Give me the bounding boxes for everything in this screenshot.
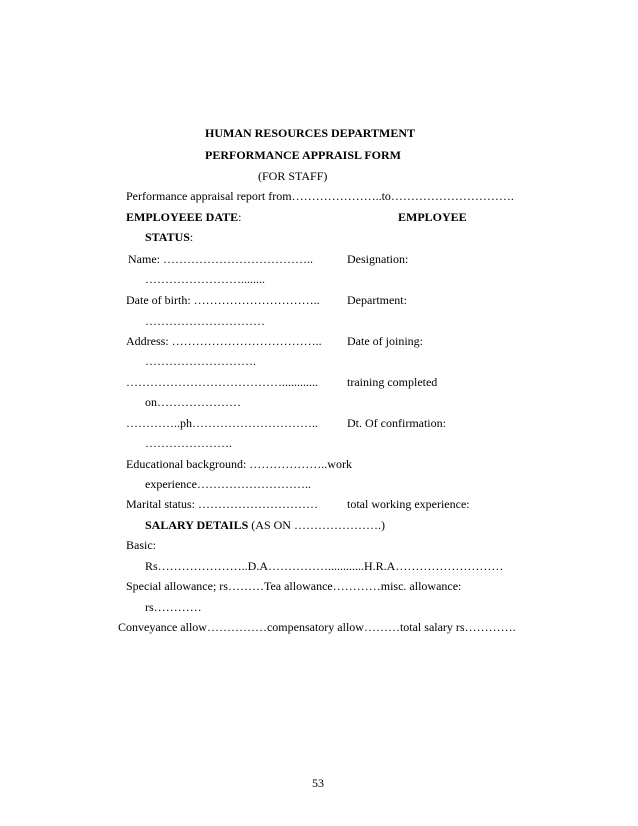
address-line-2: …………………………………............ [126,375,318,389]
confirmation-date-label: Dt. Of confirmation: [347,416,446,430]
total-working-experience-label: total working experience: [347,497,470,511]
designation-label: Designation: [347,252,409,266]
employee-date-colon: : [238,210,242,224]
dob-field: Date of birth: ………………………….. [126,293,320,307]
salary-as-on: (AS ON ………………….) [248,518,385,532]
page-number: 53 [312,776,324,790]
conveyance-allowance-line: Conveyance allow……………compensatory allow………total salary rs…………. [118,620,516,634]
form-subtitle: (FOR STAFF) [258,169,328,183]
marital-status-field: Marital status: ………………………… [126,497,318,511]
department-label: Department: [347,293,407,307]
name-field-continuation: ……………………........ [145,272,265,286]
salary-details-label: SALARY DETAILS [145,518,249,532]
employee-date-label: EMPLOYEEE DATE [126,210,239,224]
basic-label: Basic: [126,538,156,552]
special-allowance-continuation: rs………… [145,600,202,614]
education-field: Educational background: ………………..work [126,457,352,471]
department-heading: HUMAN RESOURCES DEPARTMENT [205,126,416,140]
name-field: Name: ……………………………….. [128,252,313,266]
training-on-field: on………………… [145,395,241,409]
status-label: STATUS [145,230,190,244]
employee-date-heading [126,210,241,224]
phone-field: …………..ph………………………….. [126,416,318,430]
experience-field: experience……………………….. [145,477,311,491]
basic-salary-line: Rs…………………..D.A……………............H.R.A……………………… [145,559,504,573]
dob-field-continuation: ………………………… [145,314,265,328]
address-field: Address: ……………………………….. [126,334,322,348]
form-title: PERFORMANCE APPRAISL FORM [205,148,401,162]
status-heading [145,230,193,244]
special-allowance-line: Special allowance; rs………Tea allowance…………misc. allowance: [126,579,462,593]
training-completed-label: training completed [347,375,438,389]
report-period-line: Performance appraisal report from…………………..to…………………………. [126,189,514,203]
date-of-joining-label: Date of joining: [347,334,423,348]
employee-heading: EMPLOYEE [398,210,467,224]
address-field-continuation: ………………………. [145,354,256,368]
status-colon: : [189,230,194,244]
salary-details-heading [145,518,385,532]
phone-field-continuation: …………………. [145,436,232,450]
